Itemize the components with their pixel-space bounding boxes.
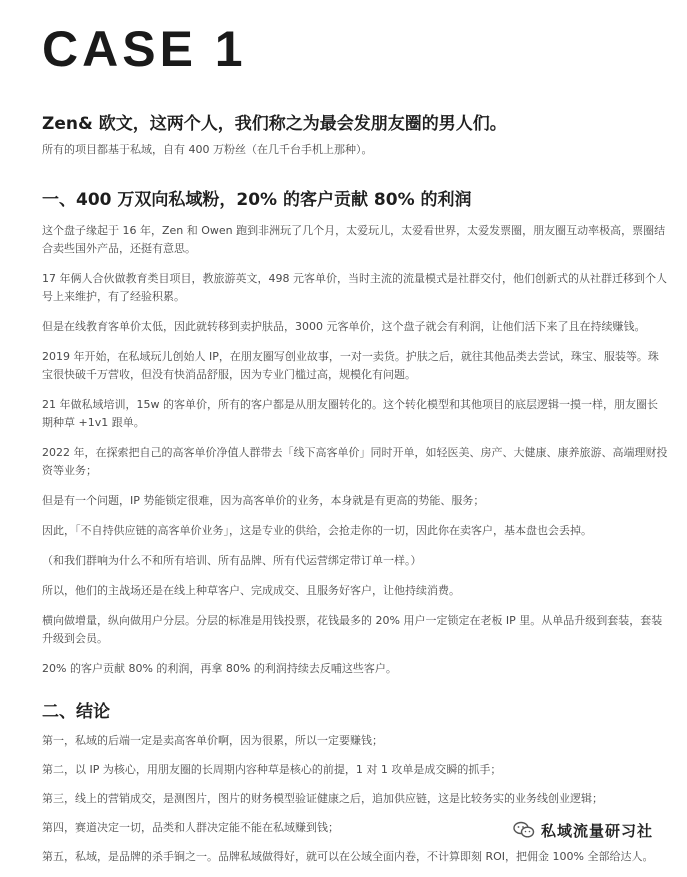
section-1-heading: 一、400 万双向私域粉，20% 的客户贡献 80% 的利润 xyxy=(42,190,472,210)
paragraph: 所以，他们的主战场还是在线上种草客户、完成成交、且服务好客户，让他持续消费。 xyxy=(42,584,460,597)
paragraph: 但是在线教育客单价太低，因此就转移到卖护肤品，3000 元客单价，这个盘子就会有利润，让他们活下来了且在持续赚钱。 xyxy=(42,320,646,333)
case-title: CASE 1 xyxy=(42,21,247,77)
paragraph: 17 年俩人合伙做教育类目项目，教旅游英文，498 元客单价，当时主流的流量模式是社群交付，他们创新式的从社群迁移到个人号上来维护，有了经验积累。 xyxy=(42,272,667,303)
paragraph: （和我们群响为什么不和所有培训、所有品牌、所有代运营绑定带订单一样。） xyxy=(42,554,422,567)
paragraph: 横向做增量，纵向做用户分层。分层的标准是用钱投票，花钱最多的 20% 用户一定锁定在老板 IP 里。从单品升级到套装，套装升级到会员。 xyxy=(42,614,663,645)
paragraph: 2022 年，在探索把自己的高客单价净值人群带去「线下高客单价」同时开单，如轻医美、房产、大健康、康养旅游、高端理财投资等业务； xyxy=(42,446,668,477)
watermark xyxy=(513,818,673,842)
intro-text: 所有的项目都基于私域，自有 400 万粉丝（在几千台手机上那种）。 xyxy=(42,143,373,156)
subtitle: Zen& 欧文，这两个人，我们称之为最会发朋友圈的男人们。 xyxy=(42,114,507,134)
paragraph: 20% 的客户贡献 80% 的利润，再拿 80% 的利润持续去反哺这些客户。 xyxy=(42,662,397,675)
wechat-official-account-icon xyxy=(513,821,535,839)
paragraph: 第二，以 IP 为核心，用朋友圈的长周期内容种草是核心的前提，1 对 1 攻单是成交瞬的抓手； xyxy=(42,763,502,776)
paragraph: 第一，私域的后端一定是卖高客单价啊，因为很累，所以一定要赚钱； xyxy=(42,734,383,747)
paragraph: 这个盘子缘起于 16 年，Zen 和 Owen 跑到非洲玩了几个月，太爱玩儿，太爱看世界，太爱发票圈，朋友圈互动率极高，票圈结合卖些国外产品，还挺有意思。 xyxy=(42,224,666,255)
paragraph: 第五，私域，是品牌的杀手锏之一。品牌私域做得好，就可以在公域全面内卷，不计算即刻 ROI，把佣金 100% 全部给达人。 xyxy=(42,850,654,863)
section-1 xyxy=(42,188,668,678)
paragraph: 21 年做私域培训，15w 的客单价，所有的客户都是从朋友圈转化的。这个转化模型和其他项目的底层逻辑一摸一样，朋友圈长期种草 +1v1 跟单。 xyxy=(42,398,658,429)
document-page xyxy=(42,0,668,877)
paragraph: 第四，赛道决定一切，品类和人群决定能不能在私域赚到钱； xyxy=(42,821,339,834)
paragraph: 2019 年开始，在私域玩儿创始人 IP，在朋友圈写创业故事，一对一卖货。护肤之后，就往其他品类去尝试，珠宝、服装等。珠宝很快破千万营收，但没有快消品舒服，因为专业门槛过高，规模化有问题。 xyxy=(42,350,659,381)
watermark-text: 私域流量研习社 xyxy=(541,821,654,840)
paragraph: 因此，「不自持供应链的高客单价业务」，这是专业的供给，会抢走你的一切，因此你在卖客户，基本盘也会丢掉。 xyxy=(42,524,592,537)
section-2-heading: 二、结论 xyxy=(42,702,110,722)
paragraph: 第三，线上的营销成交，是测图片，图片的财务模型验证健康之后，追加供应链，这是比较务实的业务线创业逻辑； xyxy=(42,792,603,805)
paragraph: 但是有一个问题，IP 势能锁定很难，因为高客单价的业务，本身就是有更高的势能、服务； xyxy=(42,494,485,507)
